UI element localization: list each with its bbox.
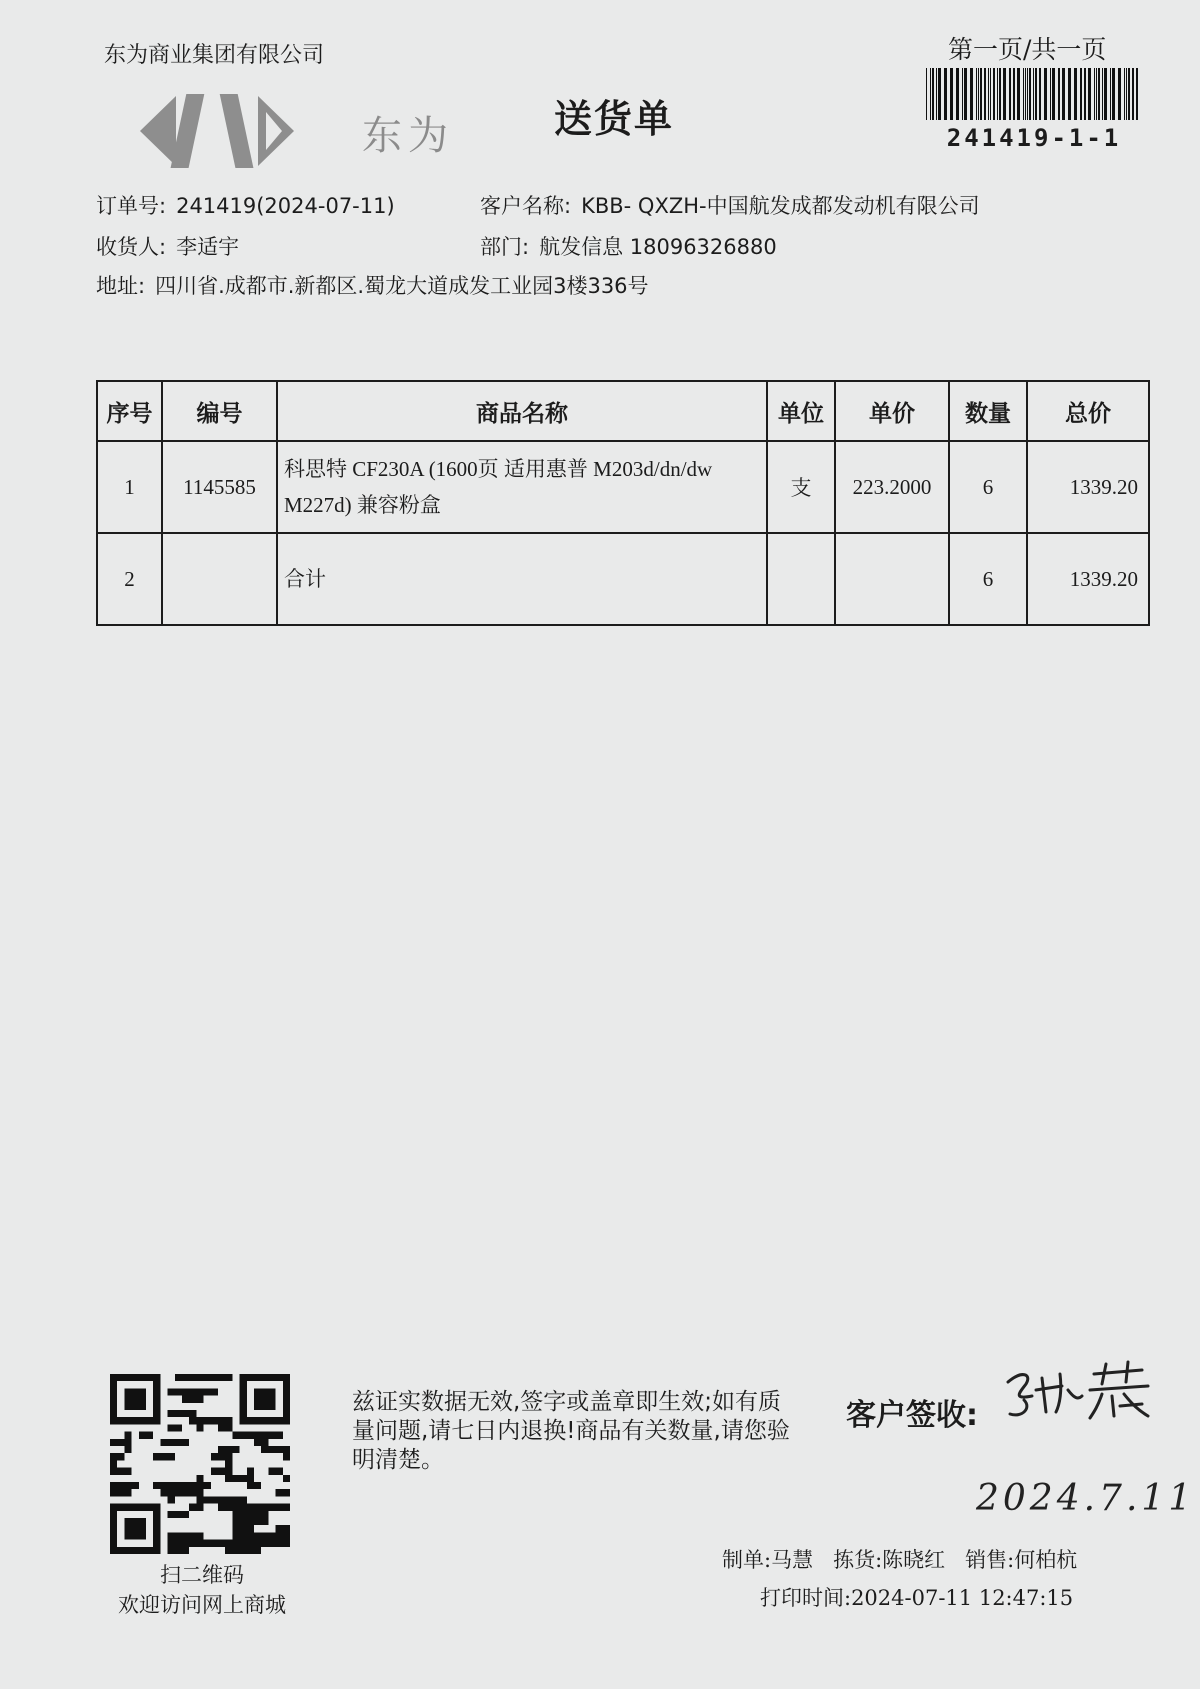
- row-total: 1339.20: [1027, 533, 1149, 625]
- row-code: [162, 533, 277, 625]
- handwritten-signature-icon: [1002, 1360, 1154, 1424]
- header-cell-total: 总价: [1027, 381, 1149, 441]
- row-product-name: 科思特 CF230A (1600页 适用惠普 M203d/dn/dw M227d) 兼容粉盒: [277, 441, 767, 533]
- customer-label: 客户名称:: [480, 194, 572, 218]
- picker-name: 拣货:陈晓红: [833, 1548, 946, 1572]
- table-row: [97, 533, 1149, 625]
- barcode-number: 241419-1-1: [946, 124, 1122, 152]
- row-price: [835, 533, 949, 625]
- header-cell-price: 单价: [835, 381, 949, 441]
- company-logo-icon: [140, 86, 340, 176]
- order-number: [96, 190, 395, 220]
- qr-caption-line-2: 欢迎访问网上商城: [118, 1593, 286, 1617]
- receiver: [96, 231, 239, 261]
- staff-line: [722, 1544, 1077, 1574]
- header-cell-qty: 数量: [949, 381, 1027, 441]
- header-cell-code: 编号: [162, 381, 277, 441]
- row-code: 1145585: [162, 441, 277, 533]
- logo-text: 东为: [362, 113, 454, 159]
- barcode-icon: [926, 68, 1142, 120]
- dept-value: 航发信息 18096326880: [539, 235, 777, 259]
- print-time: 打印时间:2024-07-11 12:47:15: [760, 1586, 1074, 1610]
- address: [96, 270, 649, 300]
- row-unit: 支: [767, 441, 835, 533]
- header-cell-index: 序号: [97, 381, 162, 441]
- row-price: 223.2000: [835, 441, 949, 533]
- row-qty: 6: [949, 441, 1027, 533]
- row-qty: 6: [949, 533, 1027, 625]
- qr-caption-line-1: 扫二维码: [160, 1563, 244, 1587]
- header-cell-product: 商品名称: [277, 381, 767, 441]
- qr-code-icon: [110, 1374, 290, 1554]
- order-value: 241419(2024-07-11): [176, 194, 395, 218]
- handwritten-date-icon: [972, 1466, 1196, 1526]
- address-value: 四川省.成都市.新都区.蜀龙大道成发工业园3楼336号: [155, 274, 649, 298]
- document-title: 送货单: [554, 97, 675, 141]
- items-table: [96, 380, 1150, 626]
- notice-text: 兹证实数据无效,签字或盖章即生效;如有质量问题,请七日内退换!商品有关数量,请您验明清楚。: [352, 1389, 790, 1473]
- header-cell-unit: 单位: [767, 381, 835, 441]
- address-label: 地址:: [96, 274, 146, 298]
- receiver-value: 李适宇: [176, 235, 240, 259]
- sales-name: 销售:何柏杭: [965, 1548, 1078, 1572]
- customer-name: [480, 190, 980, 220]
- row-index: 1: [97, 441, 162, 533]
- customer-value: KBB- QXZH-中国航发成都发动机有限公司: [581, 194, 980, 218]
- table-header-row: [97, 381, 1149, 441]
- maker-name: 制单:马慧: [722, 1548, 814, 1572]
- page-info: 第一页/共一页: [948, 35, 1107, 64]
- row-index: 2: [97, 533, 162, 625]
- dept-label: 部门:: [480, 235, 530, 259]
- row-product-name: 合计: [277, 533, 767, 625]
- table-row: [97, 441, 1149, 533]
- receiver-label: 收货人:: [96, 235, 167, 259]
- company-name: 东为商业集团有限公司: [104, 43, 325, 68]
- row-total: 1339.20: [1027, 441, 1149, 533]
- handwritten-date-text: 2024.7.11: [976, 1478, 1196, 1519]
- order-label: 订单号:: [96, 194, 167, 218]
- customer-sign-label: 客户签收:: [846, 1398, 978, 1433]
- department: [480, 231, 777, 261]
- qr-caption: [92, 1560, 312, 1620]
- row-unit: [767, 533, 835, 625]
